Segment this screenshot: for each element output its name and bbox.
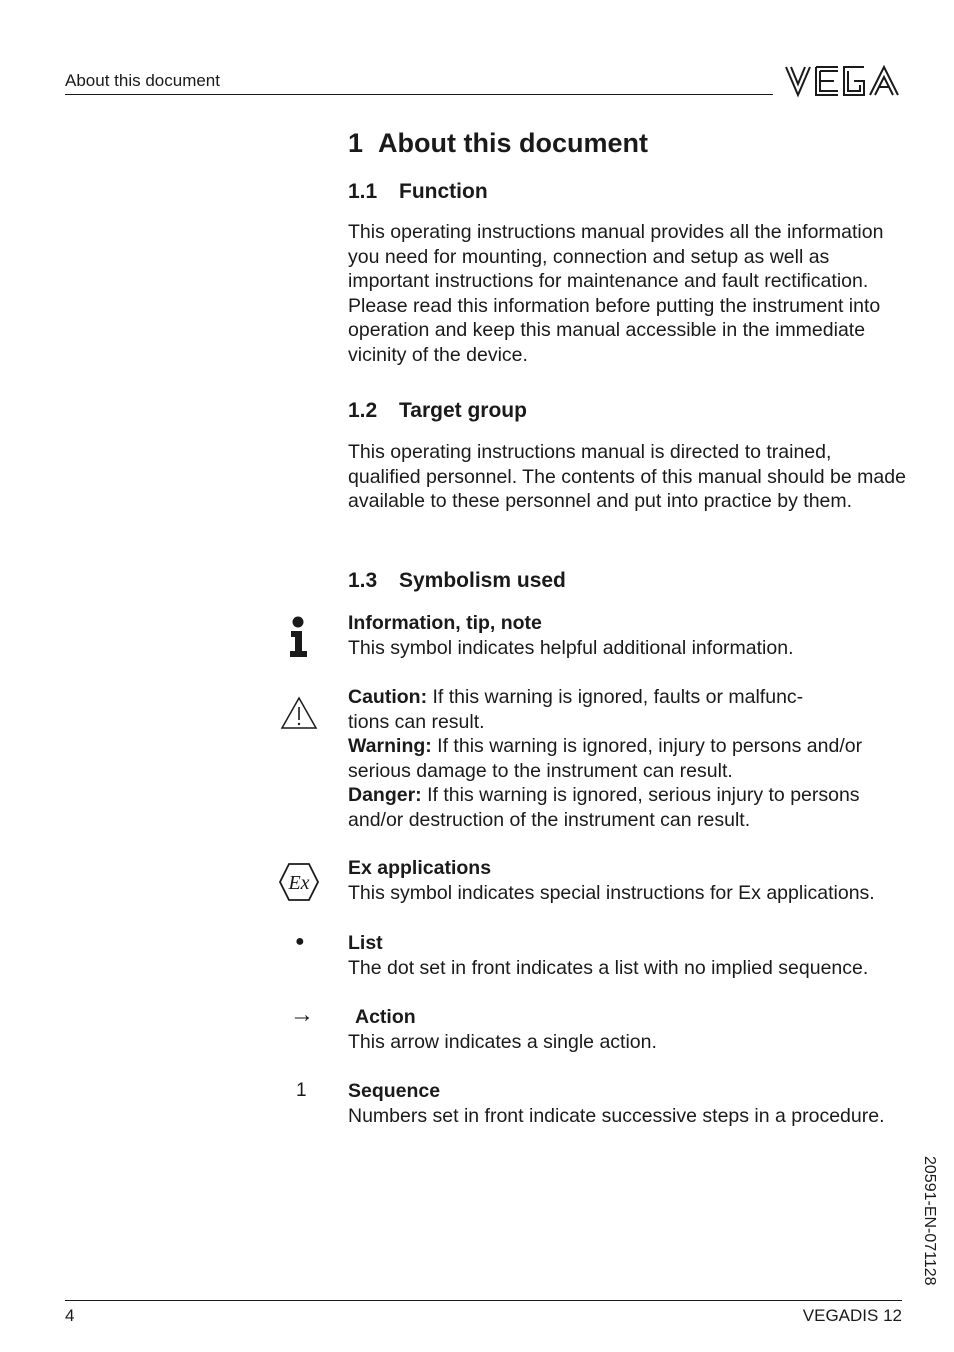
- ex-hexagon-icon: [278, 862, 320, 902]
- symbol-sequence-title: Sequence: [348, 1080, 441, 1102]
- page-number: 4: [65, 1306, 75, 1325]
- warning-text: If this warning is ignored, injury to persons and/or serious damage to the instrument can result.: [348, 735, 863, 782]
- bullet-icon: ●: [295, 933, 305, 950]
- symbol-ex-block: [348, 856, 908, 905]
- document-code: 20591-EN-071128: [921, 1156, 938, 1286]
- symbol-warning-block: [348, 685, 908, 832]
- section-heading-function: 1.1 Function: [348, 180, 488, 203]
- symbol-info-title: Information, tip, note: [348, 612, 542, 634]
- caution-text-continued: tions can result.: [348, 710, 485, 733]
- vega-logo: [784, 64, 902, 98]
- warning-triangle-icon: [280, 696, 318, 730]
- danger-label: Danger:: [348, 784, 422, 806]
- symbol-sequence-block: [348, 1079, 908, 1128]
- footer-rule: [65, 1300, 902, 1301]
- symbol-info-block: [348, 611, 908, 660]
- danger-text: If this warning is ignored, serious injury to persons and/or destruction of the instrument can result.: [348, 784, 860, 831]
- symbol-list-title: List: [348, 932, 383, 954]
- info-icon: [288, 616, 310, 658]
- symbol-action-title: Action: [355, 1006, 416, 1028]
- section-heading-symbolism: 1.3 Symbolism used: [348, 569, 566, 592]
- product-name: VEGADIS 12: [802, 1306, 902, 1325]
- symbol-ex-title: Ex applications: [348, 857, 492, 879]
- caution-text: If this warning is ignored, faults or malfunc-: [427, 686, 804, 708]
- caution-label: Caution:: [348, 686, 428, 708]
- symbol-ex-text: This symbol indicates special instructions for Ex applications.: [348, 881, 875, 904]
- arrow-right-icon: →: [290, 1001, 314, 1028]
- sequence-number-marker: 1: [296, 1080, 307, 1101]
- section-text-function: This operating instructions manual provides all the information you need for mounting, connection and setup as well as important instructions for maintenance and fault rectification. Please read this information before putting the instrument into operation and keep this manual accessible in the immediate vicinity of the device.: [348, 221, 884, 366]
- header-rule: [65, 94, 773, 95]
- section-text-target-group: This operating instructions manual is directed to trained, qualified personnel. The contents of this manual should be made available to these personnel and put into practice by them.: [348, 441, 906, 512]
- ex-icon-text: Ex: [288, 872, 310, 894]
- symbol-sequence-text: Numbers set in front indicate successive steps in a procedure.: [348, 1104, 885, 1127]
- symbol-list-block: [348, 931, 908, 980]
- symbol-action-text: This arrow indicates a single action.: [348, 1030, 657, 1053]
- symbol-list-text: The dot set in front indicates a list with no implied sequence.: [348, 956, 869, 979]
- warning-label: Warning:: [348, 735, 432, 757]
- section-heading-target-group: 1.2 Target group: [348, 399, 527, 422]
- symbol-action-block: [348, 1005, 908, 1054]
- symbol-info-text: This symbol indicates helpful additional information.: [348, 636, 794, 659]
- chapter-title: 1 About this document: [348, 128, 649, 158]
- running-title: About this document: [65, 71, 220, 90]
